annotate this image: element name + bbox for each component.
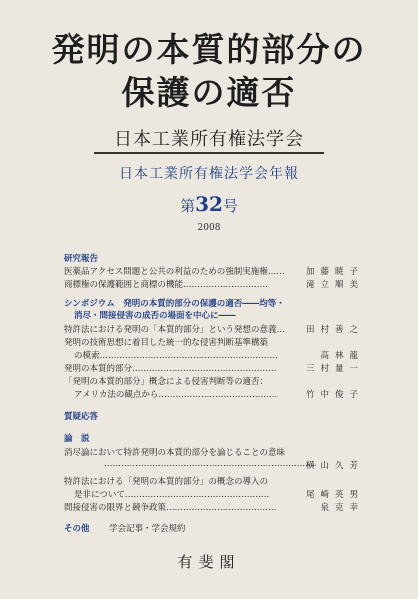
toc-entry-author: 加藤暁子	[305, 267, 364, 277]
toc-entry-title: 商標権の保護範囲と商標の機能…………………………	[64, 280, 269, 290]
toc-entry-author: 三村量一	[305, 364, 364, 374]
toc-entry-author: 泉克幸	[320, 503, 364, 513]
yearbook-name: 日本工業所有権法学会年報	[119, 166, 299, 182]
publication-year: 2008	[197, 223, 221, 233]
toc-entry-title: 発明の技術思想に着目した統一的な侵害判断基準構築	[64, 338, 269, 348]
section-symposium-2: 消尽・間接侵害の成否の場面を中心に――	[74, 311, 236, 321]
section-articles: 論 説	[64, 434, 90, 444]
toc-entry-author: 田村善之	[305, 325, 364, 335]
issue-suffix: 号	[222, 197, 238, 215]
toc-entry-author: 高林龍	[320, 351, 364, 361]
issue-number	[0, 192, 418, 216]
toc-entry	[64, 323, 364, 334]
society-name: 日本工業所有権法学会	[114, 129, 304, 150]
toc-entry-author: 尾崎英男	[305, 490, 364, 500]
issue-num: 32	[195, 192, 223, 216]
toc-entry-title: 発明の本質的部分……………………………………………	[64, 364, 277, 374]
toc-entry	[64, 446, 364, 457]
toc-entry	[64, 475, 364, 486]
toc-entry-author: 横山久芳	[305, 461, 364, 471]
toc-entry	[64, 265, 364, 276]
toc-entry	[64, 488, 364, 499]
toc-entry-title: 間接侵害の限界と競争政策…………………………………	[64, 503, 277, 513]
toc-entry-title: 学会記事・学会規約	[109, 524, 186, 534]
toc-entry-title: アメリカ法の観点から……………………………………	[74, 390, 278, 400]
publisher-name: 有斐閣	[177, 553, 241, 571]
toc-entry	[64, 336, 364, 347]
toc-entry-title: 「発明の本質的部分」概念による侵害判断等の適否：	[64, 377, 269, 387]
toc-entry-title: 是非について……………………………………………	[74, 490, 270, 500]
toc-entry	[64, 501, 364, 512]
toc-entry-title: 特許法における発明の「本質的部分」という発想の意義…	[64, 325, 286, 335]
section-qa: 質疑応答	[64, 412, 99, 422]
toc-entry-title: 消尽論において特許発明の本質的部分を論じることの意味	[64, 448, 286, 458]
title-line-2: 保護の適否	[121, 73, 297, 112]
toc-entry	[64, 278, 364, 289]
toc-entry-author: 滝立順美	[305, 280, 364, 290]
toc-entry-title: 医薬品アクセス問題と公共の利益のための強制実施権……	[64, 267, 285, 277]
divider-rule	[94, 152, 324, 154]
issue-prefix: 第	[180, 197, 196, 215]
title-line-1: 発明の本質的部分の	[51, 30, 367, 69]
section-research: 研究報告	[64, 254, 99, 264]
toc-entry	[64, 388, 364, 399]
toc-entry-title: …………………………………………………………………	[104, 459, 317, 469]
section-other: その他	[64, 524, 90, 534]
toc-entry-title: の模索………………………………………………………	[74, 351, 279, 361]
toc-entry-author: 竹中俊子	[305, 390, 364, 400]
toc-entry	[64, 375, 364, 386]
toc-entry	[109, 522, 309, 533]
toc-entry	[64, 459, 364, 470]
toc-entry	[64, 362, 364, 373]
section-symposium: シンポジウム 発明の本質的部分の保護の適否――均等・	[64, 299, 285, 309]
toc-entry-title: 特許法における「発明の本質的部分」の概念の導入の	[64, 477, 269, 487]
toc-entry	[64, 349, 364, 360]
